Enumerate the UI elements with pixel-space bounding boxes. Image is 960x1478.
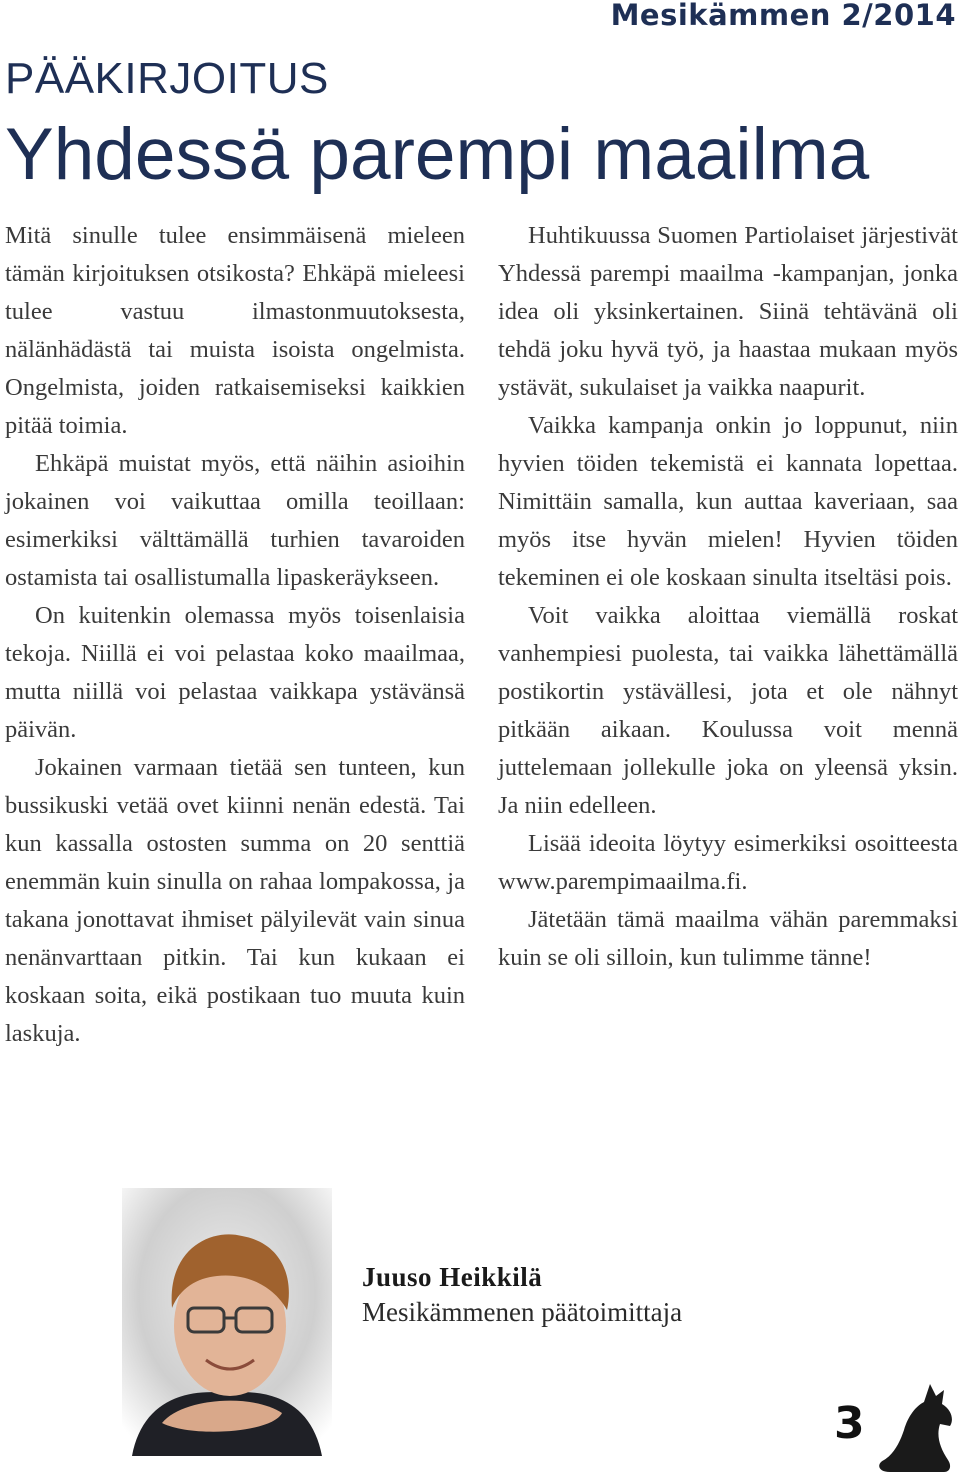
section-title: PÄÄKIRJOITUS: [5, 54, 329, 103]
page-number: 3: [834, 1398, 865, 1449]
paragraph: Vaikka kampanja onkin jo loppunut, niin hyvien töiden tekemistä ei kannata lopettaa. Nimittäin samalla, kun auttaa kaveriaan, saa myös itse hyvän mielen! Hyvien töiden tekeminen ei ole koskaan sinulta itseltäsi pois.: [498, 412, 958, 591]
paragraph: Jokainen varmaan tietää sen tunteen, kun bussikuski vetää ovet kiinni nenän edestä. Tai kun kassalla ostosten summa on 20 senttiä enemmän kuin sinulla on rahaa lompakossa, ja takana jonottavat ihmiset pälyilevät vain sinua nenänvarttaan pitkin. Tai kun kukaan ei koskaan soita, eikä postikaan tuo muuta kuin laskuja.: [5, 754, 465, 1047]
article-right-column: [498, 217, 958, 977]
headline: Yhdessä parempi maailma: [5, 114, 870, 195]
author-block: [362, 1262, 682, 1328]
magazine-issue: Mesikämmen 2/2014: [610, 0, 956, 32]
paragraph: On kuitenkin olemassa myös toisenlaisia tekoja. Niillä ei voi pelastaa koko maailmaa, mutta niillä voi pelastaa vaikkapa ystävänsä päivän.: [5, 602, 465, 743]
paragraph: Mitä sinulle tulee ensimmäisenä mieleen tämän kirjoituksen otsikosta? Ehkäpä mieleesi tulee vastuu ilmastonmuutoksesta, nälänhädästä tai muista isoista ongelmista. Ongelmista, joiden ratkaisemiseksi kaikkien pitää toimia.: [5, 222, 465, 439]
paragraph: Ehkäpä muistat myös, että näihin asioihin jokainen voi vaikuttaa omilla teoillaan: esimerkiksi välttämällä turhien tavaroiden ostamista tai osallistumalla lipaskeräykseen.: [5, 450, 465, 591]
paragraph: Huhtikuussa Suomen Partiolaiset järjestivät Yhdessä parempi maailma -kampanjan, jonka idea oli yksinkertainen. Siinä tehtävänä oli tehdä joku hyvä työ, ja haastaa mukaan myös ystävät, sukulaiset ja vaikka naapurit.: [498, 222, 958, 401]
howling-wolf-icon: [870, 1380, 958, 1474]
author-role: Mesikämmenen päätoimittaja: [362, 1297, 683, 1327]
author-photo: [122, 1188, 332, 1456]
paragraph: Lisää ideoita löytyy esimerkiksi osoitteesta www.parempimaailma.fi.: [498, 830, 958, 895]
author-name: Juuso Heikkilä: [362, 1262, 543, 1292]
paragraph: Jätetään tämä maailma vähän paremmaksi kuin se oli silloin, kun tulimme tänne!: [498, 906, 958, 971]
paragraph: Voit vaikka aloittaa viemällä roskat vanhempiesi puolesta, tai vaikka lähettämällä postikortin ystävällesi, jota et ole nähnyt pitkään aikaan. Koulussa voit mennä juttelemaan jollekulle joka on yleensä yksin. Ja niin edelleen.: [498, 602, 958, 819]
article-left-column: [5, 217, 465, 1053]
